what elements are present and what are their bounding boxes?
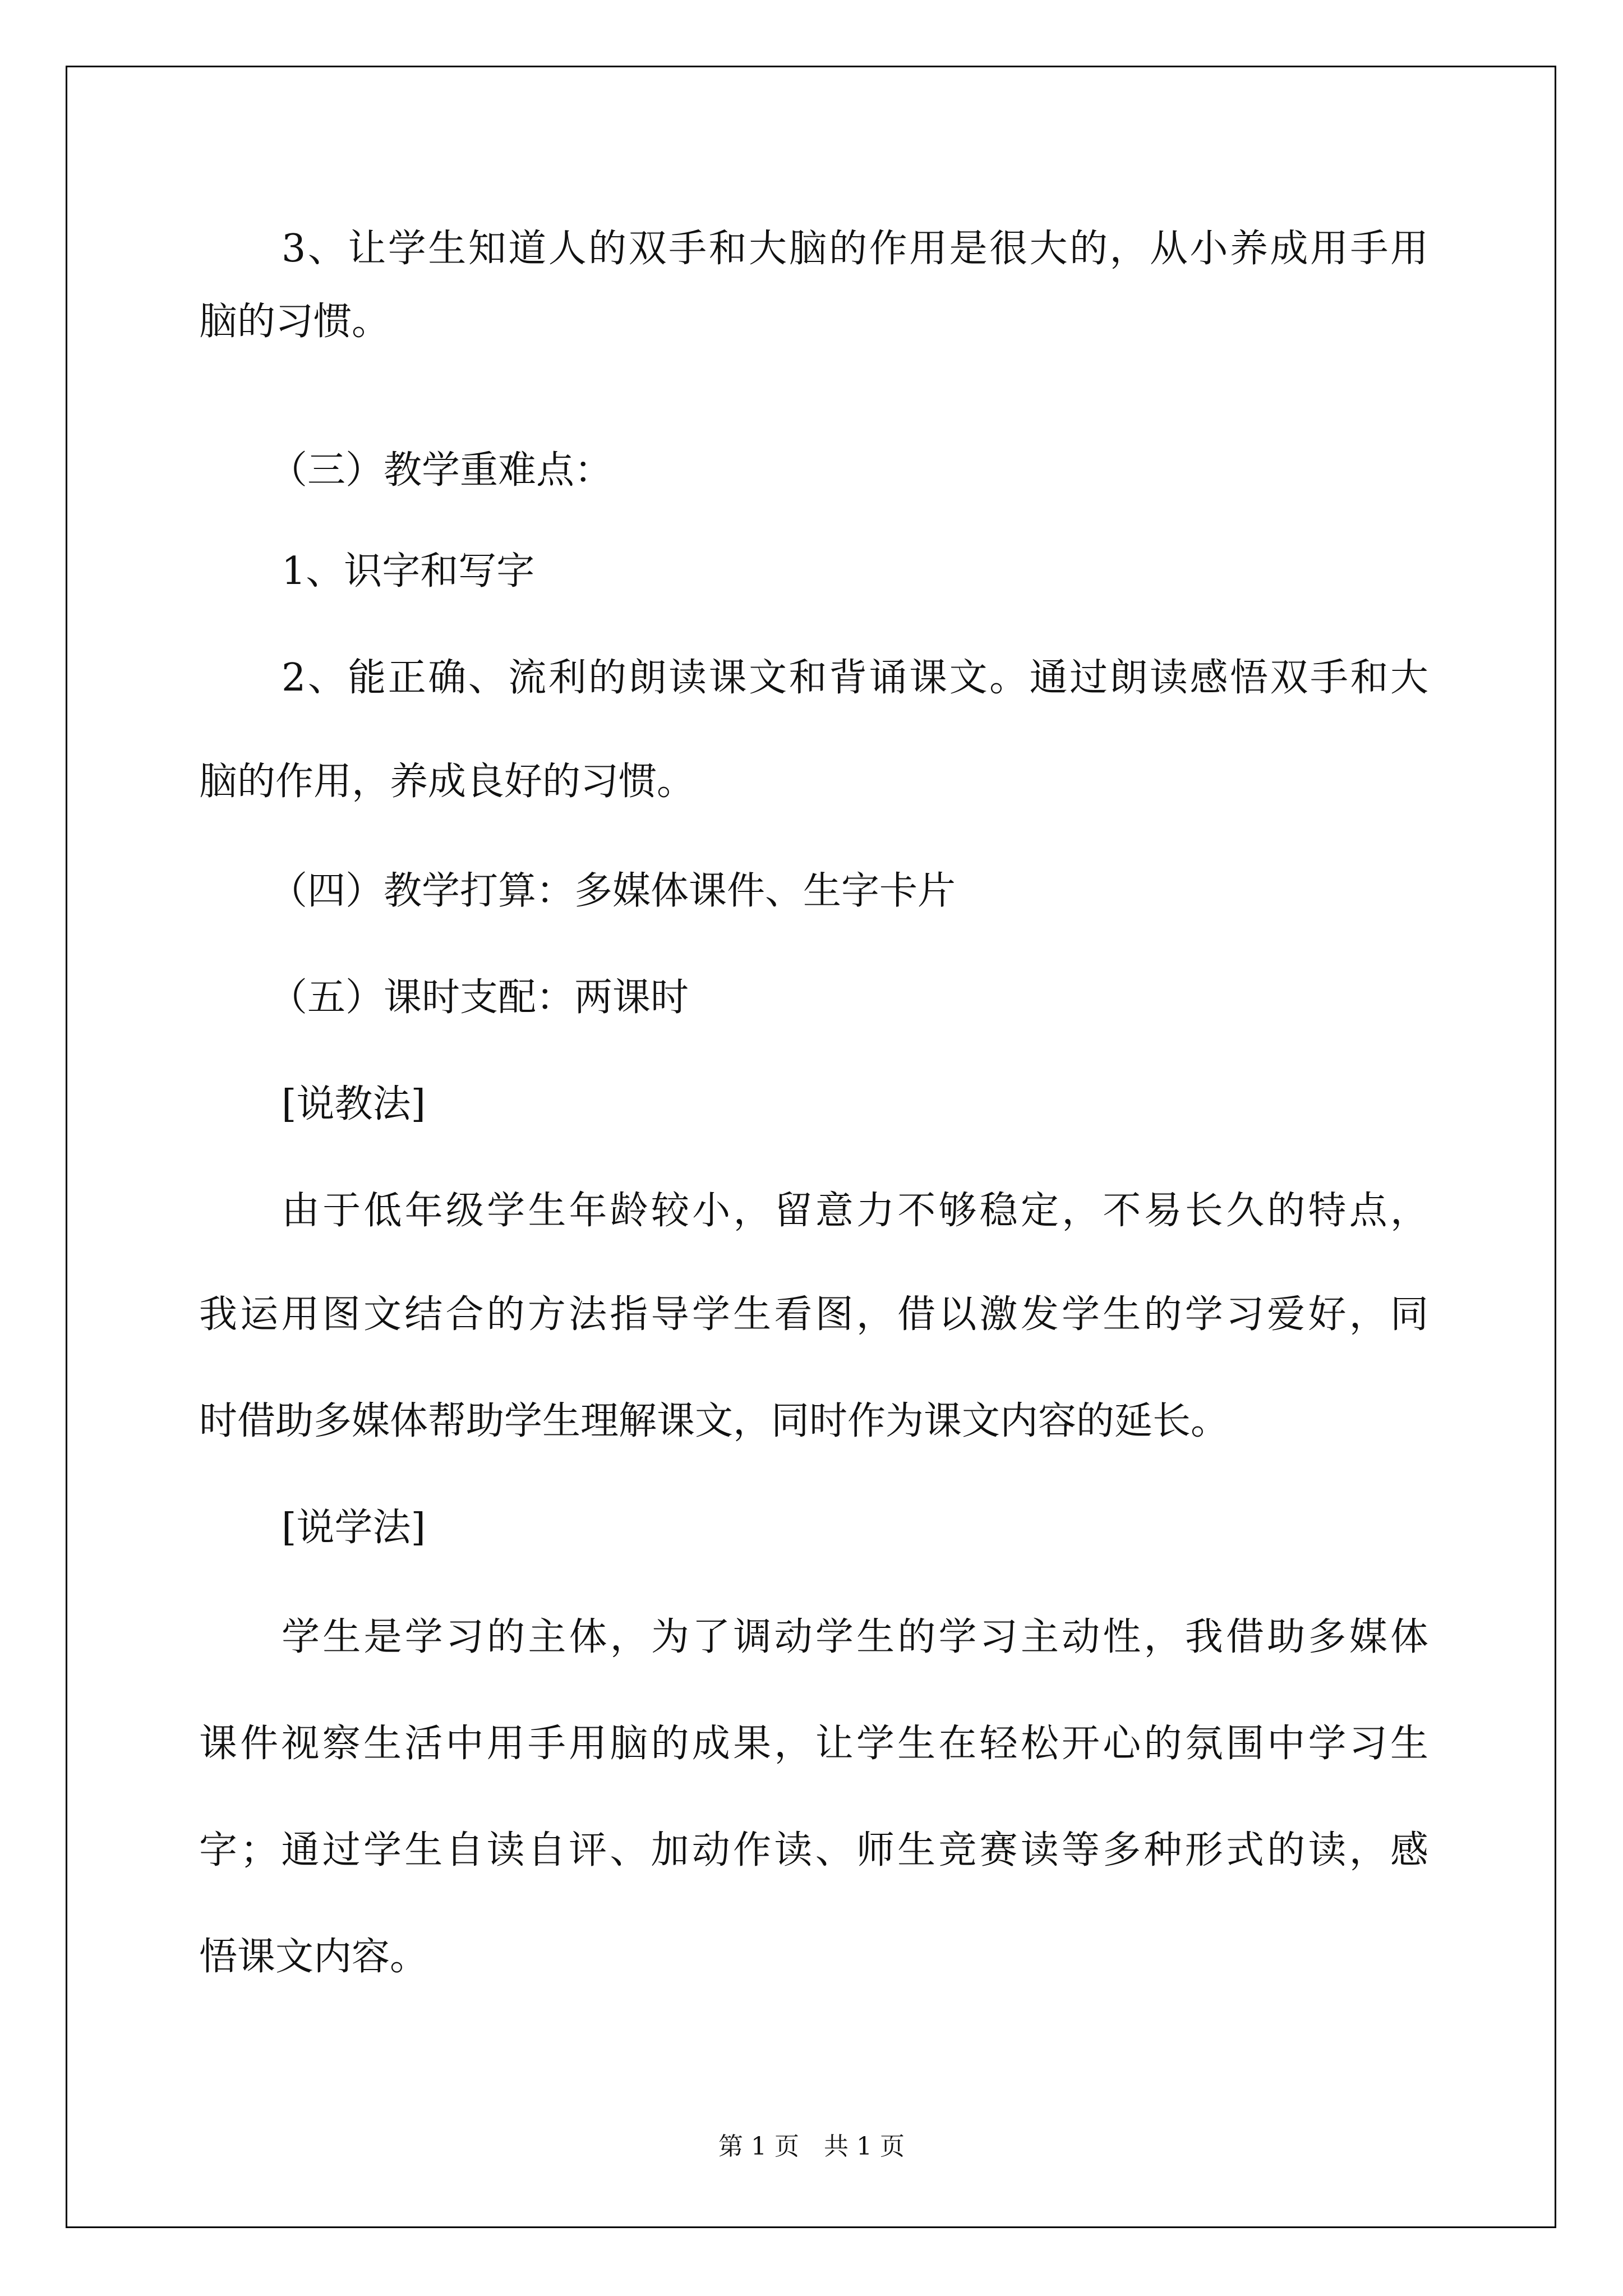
section-heading: [说学法]: [282, 1506, 426, 1550]
paragraph-line: 3、让学生知道人的双手和大脑的作用是很大的，从小养成用手用: [282, 227, 1428, 271]
paragraph-line: 课件视察生活中用手用脑的成果，让学生在轻松开心的氛围中学习生: [199, 1722, 1428, 1766]
section-heading: [说教法]: [282, 1082, 426, 1126]
paragraph-line: 1、识字和写字: [282, 549, 535, 593]
section-heading: （五）课时支配：两课时: [269, 976, 689, 1020]
paragraph-line: 脑的习惯。: [199, 300, 390, 344]
paragraph-line: 悟课文内容。: [199, 1935, 428, 1979]
section-heading: （四）教学打算：多媒体课件、生字卡片: [269, 869, 956, 913]
paragraph-line: 我运用图文结合的方法指导学生看图，借以激发学生的学习爱好，同: [199, 1292, 1428, 1337]
section-heading: （三）教学重难点：: [269, 448, 613, 493]
page-footer: 第 1 页 共 1 页: [718, 2132, 905, 2161]
paragraph-line: 时借助多媒体帮助学生理解课文，同时作为课文内容的延长。: [199, 1399, 1229, 1443]
paragraph-line: 2、能正确、流利的朗读课文和背诵课文。通过朗读感悟双手和大: [282, 656, 1428, 700]
paragraph-line: 学生是学习的主体，为了调动学生的学习主动性，我借助多媒体: [282, 1615, 1428, 1659]
paragraph-line: 脑的作用，养成良好的习惯。: [199, 760, 695, 804]
page-border: [66, 66, 1556, 2228]
paragraph-line: 字；通过学生自读自评、加动作读、师生竞赛读等多种形式的读，感: [199, 1828, 1428, 1872]
paragraph-line: 由于低年级学生年龄较小，留意力不够稳定，不易长久的特点，: [282, 1189, 1428, 1233]
